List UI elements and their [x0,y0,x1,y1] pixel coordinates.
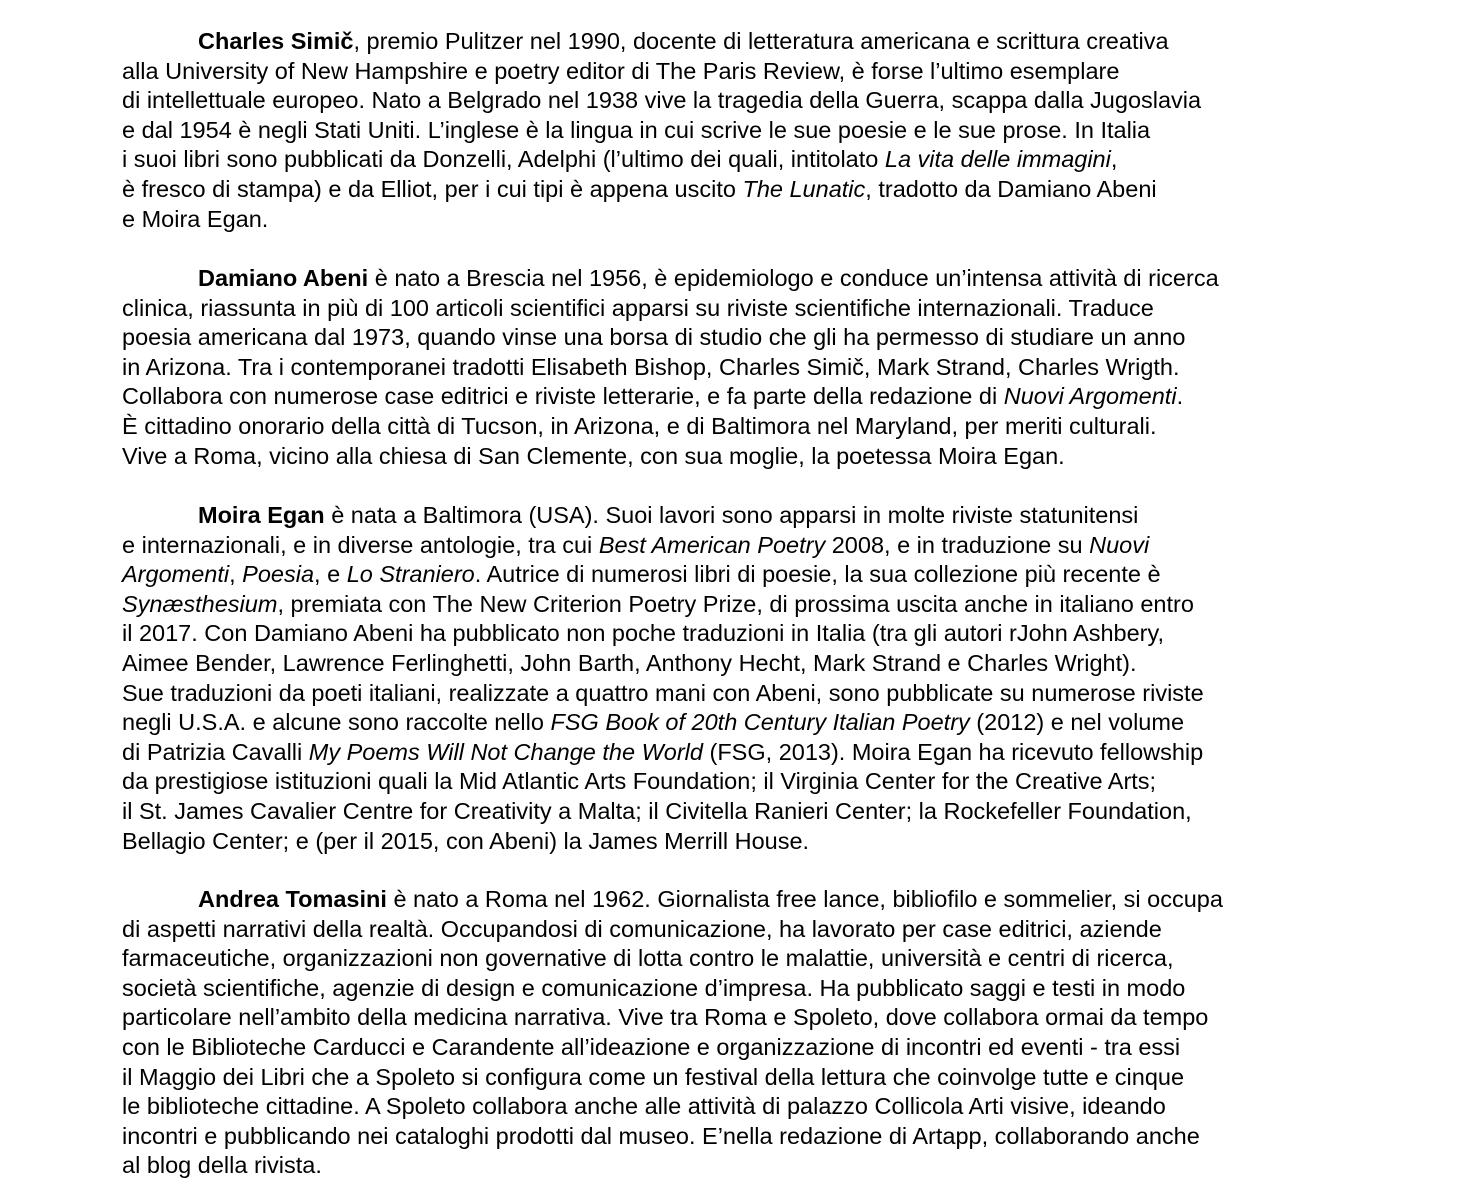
text-run: i suoi libri sono pubblicati da Donzelli, Adelphi (l’ultimo dei quali, intitolato [122,146,885,173]
text-run: di aspetti narrativi della realtà. Occupandosi di comunicazione, ha lavorato per case editrici, aziende [122,915,1162,942]
text-run: È cittadino onorario della città di Tucson, in Arizona, e di Baltimora nel Maryland, per meriti culturali. [122,412,1157,439]
text-run: particolare nell’ambito della medicina narrativa. Vive tra Roma e Spoleto, dove collabora ormai da tempo [122,1004,1209,1031]
text-run: , premiata con The New Criterion Poetry Prize, di prossima uscita anche in italiano entro [277,590,1194,617]
text-line [122,1151,1422,1181]
text-run: il St. James Cavalier Centre for Creativity a Malta; il Civitella Ranieri Center; la Rockefeller Foundation, [122,797,1192,824]
text-line [122,1122,1422,1152]
work-title: Nuovi Argomenti [1003,383,1177,410]
person-name: Andrea Tomasini [198,886,387,912]
text-line [122,442,1422,472]
text-run: in Arizona. Tra i contemporanei tradotti Elisabeth Bishop, Charles Simič, Mark Strand, Charles Wrigth. [122,353,1180,380]
text-run: Bellagio Center; e (per il 2015, con Abeni) la James Merrill House. [122,827,810,854]
text-line [122,1063,1422,1093]
text-run: il 2017. Con Damiano Abeni ha pubblicato non poche traduzioni in Italia (tra gli autori rJohn Ashbery, [122,620,1165,647]
text-line [122,323,1422,353]
text-line [122,175,1422,205]
bio-damiano-abeni [122,264,1422,471]
text-line [122,205,1422,235]
person-name: Damiano Abeni [198,265,369,291]
text-run: poesia americana dal 1973, quando vinse una borsa di studio che gli ha permesso di studiare un anno [122,324,1186,351]
text-run: Aimee Bender, Lawrence Ferlinghetti, John Barth, Anthony Hecht, Mark Strand e Charles Wright). [122,649,1137,676]
text-line [122,116,1422,146]
text-run: incontri e pubblicando nei cataloghi prodotti dal museo. E’nella redazione di Artapp, collaborando anche [122,1122,1200,1149]
text-line [122,382,1422,412]
text-run: con le Biblioteche Carducci e Carandente all’ideazione e organizzazione di incontri ed eventi - tra essi [122,1033,1181,1060]
text-run: . Autrice di numerosi libri di poesie, la sua collezione più recente è [474,561,1161,588]
work-title: Argomenti [122,561,230,588]
text-line [122,1003,1422,1033]
text-run: Vive a Roma, vicino alla chiesa di San Clemente, con sua moglie, la poetessa Moira Egan. [122,442,1065,469]
work-title: Nuovi [1089,531,1150,558]
work-title: Best American Poetry [598,531,826,558]
text-run: di intellettuale europeo. Nato a Belgrado nel 1938 vive la tragedia della Guerra, scappa dalla Jugoslavia [122,87,1202,114]
text-run: alla University of New Hampshire e poetry editor di The Paris Review, è forse l’ultimo esemplare [122,57,1120,84]
text-line [122,560,1422,590]
work-title: The Lunatic [742,175,866,202]
text-line [122,679,1422,709]
text-run: clinica, riassunta in più di 100 articoli scientifici apparsi su riviste scientifiche internazionali. Traduce [122,294,1154,321]
person-name: Charles Simič [198,28,354,54]
text-line [122,708,1422,738]
work-title: Poesia [242,561,315,588]
text-line [122,531,1422,561]
text-run: farmaceutiche, organizzazioni non governative di lotta contro le malattie, università e centri di ricerca, [122,945,1174,972]
text-run: da prestigiose istituzioni quali la Mid Atlantic Arts Foundation; il Virginia Center for the Creative Arts; [122,768,1157,795]
text-run: (FSG, 2013). Moira Egan ha ricevuto fellowship [702,738,1204,765]
bio-charles-simic [122,27,1422,234]
text-line [122,944,1422,974]
text-line [122,827,1422,857]
text-line [122,767,1422,797]
text-line [122,885,1422,915]
text-line [122,619,1422,649]
text-run: , tradotto da Damiano Abeni [865,175,1157,202]
text-run: è nata a Baltimora (USA). Suoi lavori sono apparsi in molte riviste statunitensi [324,502,1139,528]
text-line [122,915,1422,945]
text-line [122,27,1422,57]
text-run: è fresco di stampa) e da Elliot, per i cui tipi è appena uscito [122,175,743,202]
work-title: FSG Book of 20th Century Italian Poetry [550,709,970,736]
bio-moira-egan [122,501,1422,856]
text-run: e dal 1954 è negli Stati Uniti. L’inglese è la lingua in cui scrive le sue poesie e le sue prose. In Italia [122,116,1151,143]
text-line [122,353,1422,383]
text-run: . [1176,383,1184,410]
text-run: Sue traduzioni da poeti italiani, realizzate a quattro mani con Abeni, sono pubblicate su numerose riviste [122,679,1204,706]
text-line [122,501,1422,531]
text-line [122,57,1422,87]
text-run: al blog della rivista. [122,1152,322,1179]
text-line [122,412,1422,442]
text-run: negli U.S.A. e alcune sono raccolte nello [122,709,551,736]
work-title: My Poems Will Not Change the World [308,738,703,765]
text-run: , [1110,146,1118,173]
text-run: , premio Pulitzer nel 1990, docente di letteratura americana e scrittura creativa [353,28,1169,54]
text-run: , [229,561,243,588]
text-line [122,86,1422,116]
bio-andrea-tomasini [122,885,1422,1181]
text-run: (2012) e nel volume [969,709,1185,736]
text-run: e Moira Egan. [122,205,269,232]
person-name: Moira Egan [198,502,325,528]
text-run: le biblioteche cittadine. A Spoleto collabora anche alle attività di palazzo Collicola Arti visive, ideando [122,1093,1166,1120]
text-run: 2008, e in traduzione su [825,531,1090,558]
work-title: La vita delle immagini [884,146,1111,173]
text-run: e internazionali, e in diverse antologie, tra cui [122,531,599,558]
text-line [122,294,1422,324]
text-line [122,1092,1422,1122]
text-run: è nato a Roma nel 1962. Giornalista free lance, bibliofilo e sommelier, si occupa [386,886,1223,912]
text-line [122,1033,1422,1063]
text-run: il Maggio dei Libri che a Spoleto si configura come un festival della lettura che coinvolge tutte e cinque [122,1063,1185,1090]
text-run: è nato a Brescia nel 1956, è epidemiologo e conduce un’intensa attività di ricerca [368,265,1219,291]
text-run: di Patrizia Cavalli [122,738,309,765]
text-run: società scientifiche, agenzie di design e comunicazione d’impresa. Ha pubblicato saggi e testi in modo [122,974,1186,1001]
text-line [122,797,1422,827]
text-line [122,145,1422,175]
text-run: , e [314,561,347,588]
text-line [122,974,1422,1004]
work-title: Synæsthesium [122,590,278,617]
text-run: Collabora con numerose case editrici e riviste letterarie, e fa parte della redazione di [122,383,1004,410]
work-title: Lo Straniero [346,561,475,588]
text-line [122,264,1422,294]
text-line [122,649,1422,679]
text-line [122,590,1422,620]
text-line [122,738,1422,768]
